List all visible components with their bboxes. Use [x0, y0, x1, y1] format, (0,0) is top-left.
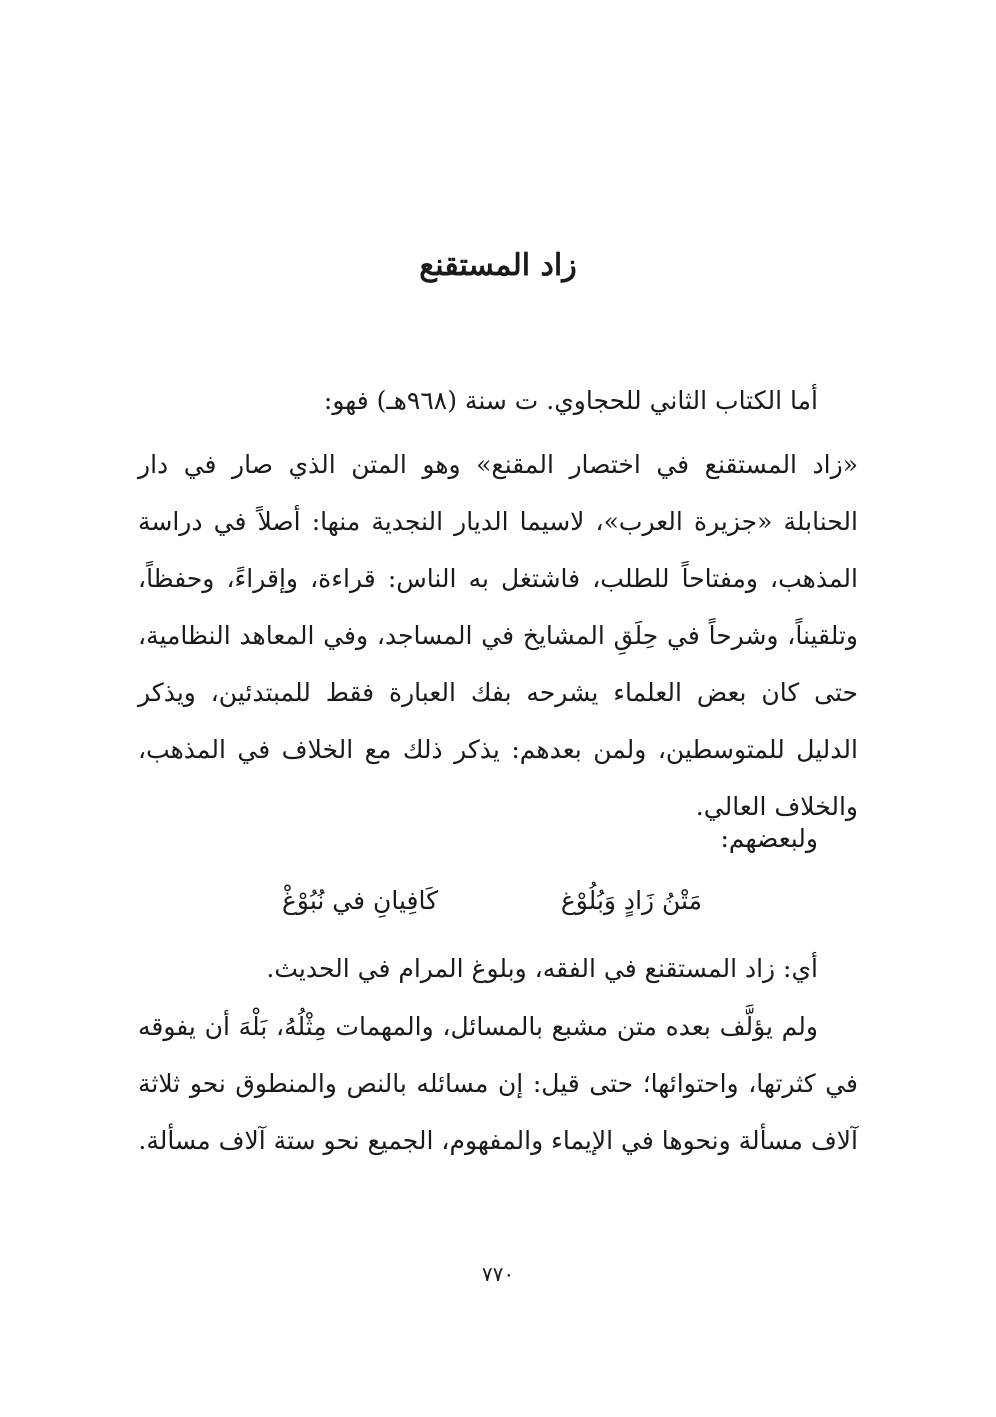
verse-first-hemistich: مَتْنُ زَادٍ وَبُلُوْغ — [560, 886, 702, 915]
poem-attribution: ولبعضهم: — [720, 824, 818, 853]
verse-second-hemistich: كَافِيانِ في نُبُوْغْ — [282, 886, 439, 915]
intro-line: أما الكتاب الثاني للحجاوي. ت سنة (٩٦٨هـ) فهو: — [323, 386, 818, 415]
page-title: زاد المستقنع — [419, 248, 577, 283]
poem-verse — [282, 872, 702, 929]
paragraph-issues-count: ولم يؤلَّف بعده متن مشبع بالمسائل، والمهمات مِثْلُهُ، بَلْهَ أن يفوقه في كثرتها، واحتوائها؛ حتى قيل: إن مسائله بالنص والمنطوق نحو ثلاثة آلاف مسألة ونحوها في الإيماء والمفهوم، الجميع نحو ستة آلاف مسألة. — [138, 1012, 858, 1155]
paragraph-zad-description: «زاد المستقنع في اختصار المقنع» وهو المتن الذي صار في دار الحنابلة «جزيرة العرب»، لاسيما الديار النجدية منها: أصلاً في دراسة المذهب، ومفتاحاً للطلب، فاشتغل به الناس: قراءة، وإقراءً، وحفظاً، وتلقيناً، وشرحاً في حِلَقِ المشايخ في المساجد، وفي المعاهد النظامية، حتى كان بعض العلماء يشرحه بفك العبارة فقط للمبتدئين، ويذكر الدليل للمتوسطين، ولمن بعدهم: يذكر ذلك مع الخلاف في المذهب، والخلاف العالي. — [138, 450, 858, 821]
verse-explanation: أي: زاد المستقنع في الفقه، وبلوغ المرام في الحديث. — [266, 954, 818, 983]
page-number: ٧٧٠ — [481, 1262, 515, 1286]
